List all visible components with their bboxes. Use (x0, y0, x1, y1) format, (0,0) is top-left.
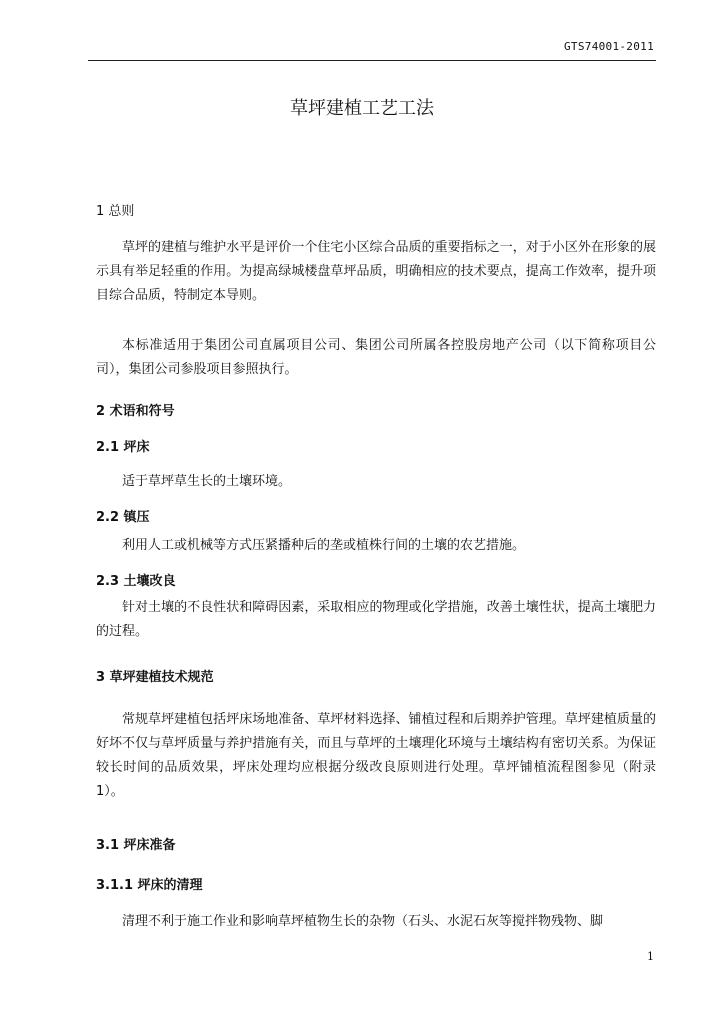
section-1-heading: 1 总则 (96, 204, 135, 219)
section-1-paragraph-2: 本标准适用于集团公司直属项目公司、集团公司所属各控股房地产公司（以下简称项目公司），集团公司参股项目参照执行。 (96, 338, 656, 377)
section-3-paragraph: 常规草坪建植包括坪床场地准备、草坪材料选择、铺植过程和后期养护管理。草坪建植质量的好坏不仅与草坪质量与养护措施有关，而且与草坪的土壤理化环境与土壤结构有密切关系。为保证较长时间的品质效果，坪床处理均应根据分级改良原则进行处理。草坪铺植流程图参见（附录1）。 (96, 712, 656, 799)
page-number: 1 (647, 950, 654, 963)
section-2-1-heading: 2.1 坪床 (96, 440, 150, 455)
section-2-1-text: 适于草坪草生长的土壤环境。 (122, 474, 292, 489)
page-title: 草坪建植工艺工法 (290, 98, 434, 119)
section-1-paragraph-1: 草坪的建植与维护水平是评价一个住宅小区综合品质的重要指标之一，对于小区外在形象的展示具有举足轻重的作用。为提高绿城楼盘草坪品质，明确相应的技术要点，提高工作效率，提升项目综合品质，特制定本导则。 (96, 240, 656, 303)
header-divider (88, 60, 656, 61)
section-2-heading: 2 术语和符号 (96, 404, 175, 419)
section-3-1-1-heading: 3.1.1 坪床的清理 (96, 878, 203, 893)
section-3-1-heading: 3.1 坪床准备 (96, 838, 176, 853)
section-2-3-heading: 2.3 土壤改良 (96, 574, 176, 589)
document-code: GTS74001-2011 (564, 40, 654, 53)
section-2-2-heading: 2.2 镇压 (96, 510, 150, 525)
section-3-heading: 3 草坪建植技术规范 (96, 670, 214, 685)
section-2-3-text: 针对土壤的不良性状和障碍因素，采取相应的物理或化学措施，改善土壤性状，提高土壤肥力的过程。 (96, 600, 656, 639)
section-2-2-text: 利用人工或机械等方式压紧播种后的垄或植株行间的土壤的农艺措施。 (122, 538, 526, 553)
section-3-1-1-text: 清理不利于施工作业和影响草坪植物生长的杂物（石头、水泥石灰等搅拌物残物、脚 (122, 914, 604, 929)
